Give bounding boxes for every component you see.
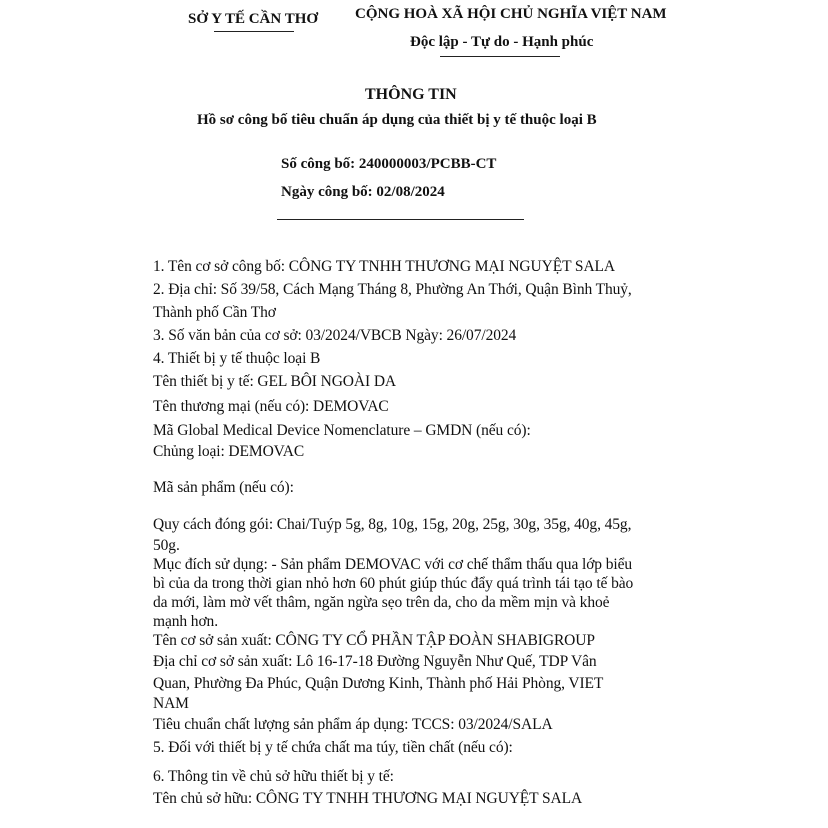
body-line-17: Tên cơ sở sản xuất: CÔNG TY CỔ PHẦN TẬP ĐOÀN SHABIGROUP — [153, 632, 595, 649]
body-line-11: Quy cách đóng gói: Chai/Tuýp 5g, 8g, 10g, 15g, 20g, 25g, 30g, 35g, 40g, 45g, — [153, 516, 632, 533]
body-line-15: da mới, làm mờ vết thâm, ngăn ngừa sẹo trên da, cho da mềm mịn và khoẻ — [153, 594, 610, 611]
body-line-7: Tên thương mại (nếu có): DEMOVAC — [153, 398, 389, 415]
body-line-6: Tên thiết bị y tế: GEL BÔI NGOÀI DA — [153, 373, 397, 390]
announcement-date: Ngày công bố: 02/08/2024 — [281, 184, 445, 200]
body-line-23: 6. Thông tin về chủ sở hữu thiết bị y tế: — [153, 768, 394, 785]
national-motto: Độc lập - Tự do - Hạnh phúc — [410, 34, 594, 50]
body-line-13: Mục đích sử dụng: - Sản phẩm DEMOVAC với cơ chế thẩm thấu qua lớp biểu — [153, 556, 633, 573]
body-line-8: Mã Global Medical Device Nomenclature – GMDN (nếu có): — [153, 422, 531, 439]
body-line-20: NAM — [153, 695, 189, 712]
body-line-5: 4. Thiết bị y tế thuộc loại B — [153, 350, 321, 367]
body-line-19: Quan, Phường Đa Phúc, Quận Dương Kinh, Thành phố Hải Phòng, VIET — [153, 675, 604, 692]
body-line-12: 50g. — [153, 537, 180, 554]
agency-underline — [214, 31, 294, 32]
body-line-1: 1. Tên cơ sở công bố: CÔNG TY TNHH THƯƠNG MẠI NGUYỆT SALA — [153, 258, 616, 275]
body-line-10: Mã sản phẩm (nếu có): — [153, 479, 294, 496]
issuing-agency: SỞ Y TẾ CẦN THƠ — [188, 11, 319, 27]
body-line-14: bì của da trong thời gian nhỏ hơn 60 phút giúp thúc đẩy quá trình tái tạo tế bào — [153, 575, 634, 592]
body-line-3: Thành phố Cần Thơ — [153, 304, 276, 321]
document-subtitle: Hồ sơ công bố tiêu chuẩn áp dụng của thiết bị y tế thuộc loại B — [197, 112, 597, 128]
body-line-4: 3. Số văn bản của cơ sở: 03/2024/VBCB Ngày: 26/07/2024 — [153, 327, 517, 344]
national-title: CỘNG HOÀ XÃ HỘI CHỦ NGHĨA VIỆT NAM — [355, 6, 667, 22]
body-line-24: Tên chủ sở hữu: CÔNG TY TNHH THƯƠNG MẠI NGUYỆT SALA — [153, 790, 583, 807]
motto-underline — [440, 56, 560, 57]
body-line-16: mạnh hơn. — [153, 613, 218, 630]
announcement-number: Số công bố: 240000003/PCBB-CT — [281, 156, 497, 172]
body-line-22: 5. Đối với thiết bị y tế chứa chất ma túy, tiền chất (nếu có): — [153, 739, 513, 756]
body-line-2: 2. Địa chỉ: Số 39/58, Cách Mạng Tháng 8, Phường An Thới, Quận Bình Thuỷ, — [153, 281, 632, 298]
body-line-18: Địa chỉ cơ sở sản xuất: Lô 16-17-18 Đường Nguyễn Như Quế, TDP Vân — [153, 653, 597, 670]
section-divider — [277, 219, 524, 220]
body-line-21: Tiêu chuẩn chất lượng sản phẩm áp dụng: TCCS: 03/2024/SALA — [153, 716, 553, 733]
document-title: THÔNG TIN — [365, 86, 457, 103]
body-line-9: Chủng loại: DEMOVAC — [153, 443, 305, 460]
